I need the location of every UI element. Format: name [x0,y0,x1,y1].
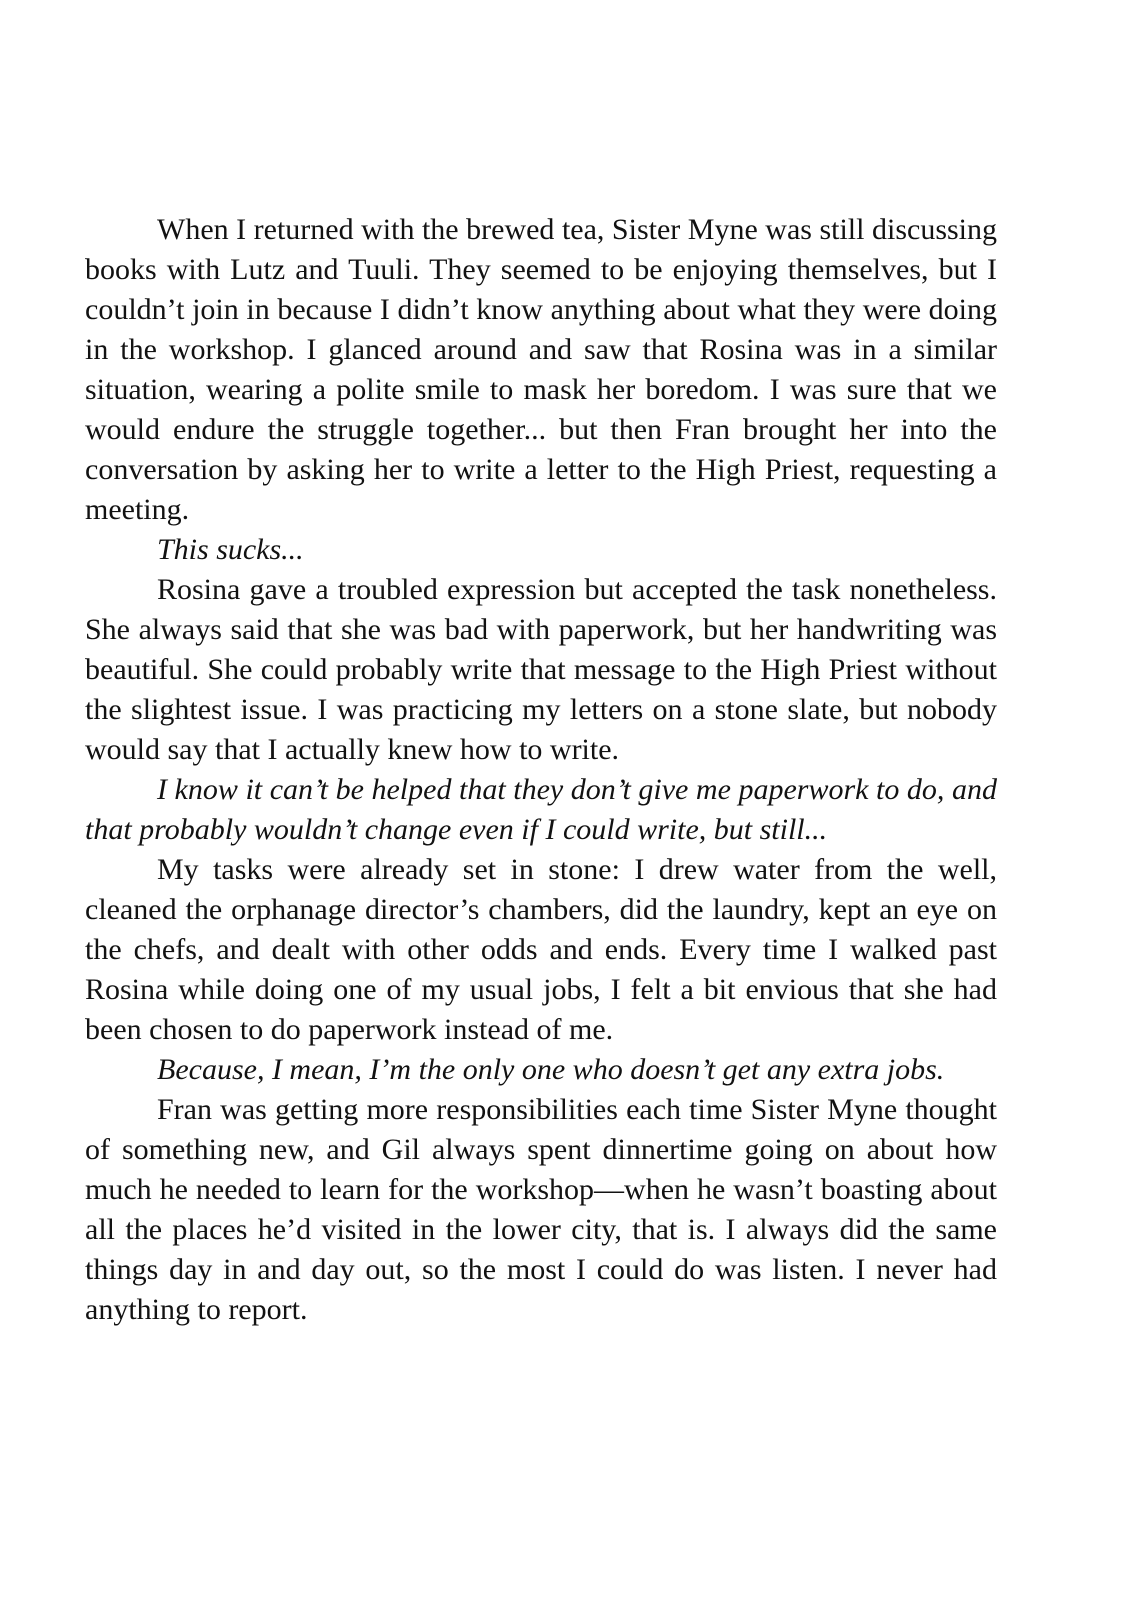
page-text [85,210,997,1330]
paragraph: My tasks were already set in stone: I drew water from the well, cleaned the orphanage director’s chambers, did the laundry, kept an eye on the chefs, and dealt with other odds and ends. Every time I walked past Rosina while doing one of my usual jobs, I felt a bit envious that she had been chosen to do paperwork instead of me. [85,853,997,1046]
paragraph: Fran was getting more responsibilities each time Sister Myne thought of something new, and Gil always spent dinnertime going on about how much he needed to learn for the workshop—when he wasn’t boasting about all the places he’d visited in the lower city, that is. I always did the same things day in and day out, so the most I could do was listen. I never had anything to report. [85,1093,997,1326]
inner-thought-paragraph: This sucks... [157,533,304,566]
paragraph: When I returned with the brewed tea, Sister Myne was still discussing books with Lutz and Tuuli. They seemed to be enjoying themselves, but I couldn’t join in because I didn’t know anything about what they were doing in the workshop. I glanced around and saw that Rosina was in a similar situation, wearing a polite smile to mask her boredom. I was sure that we would endure the struggle together... but then Fran brought her into the conversation by asking her to write a letter to the High Priest, requesting a meeting. [85,213,997,526]
inner-thought-paragraph: I know it can’t be helped that they don’t give me paperwork to do, and that probably wouldn’t change even if I could write, but still... [85,773,997,846]
inner-thought-paragraph: Because, I mean, I’m the only one who doesn’t get any extra jobs. [157,1053,945,1086]
paragraph: Rosina gave a troubled expression but accepted the task nonetheless. She always said that she was bad with paperwork, but her handwriting was beautiful. She could probably write that message to the High Priest without the slightest issue. I was practicing my letters on a stone slate, but nobody would say that I actually knew how to write. [85,573,997,766]
